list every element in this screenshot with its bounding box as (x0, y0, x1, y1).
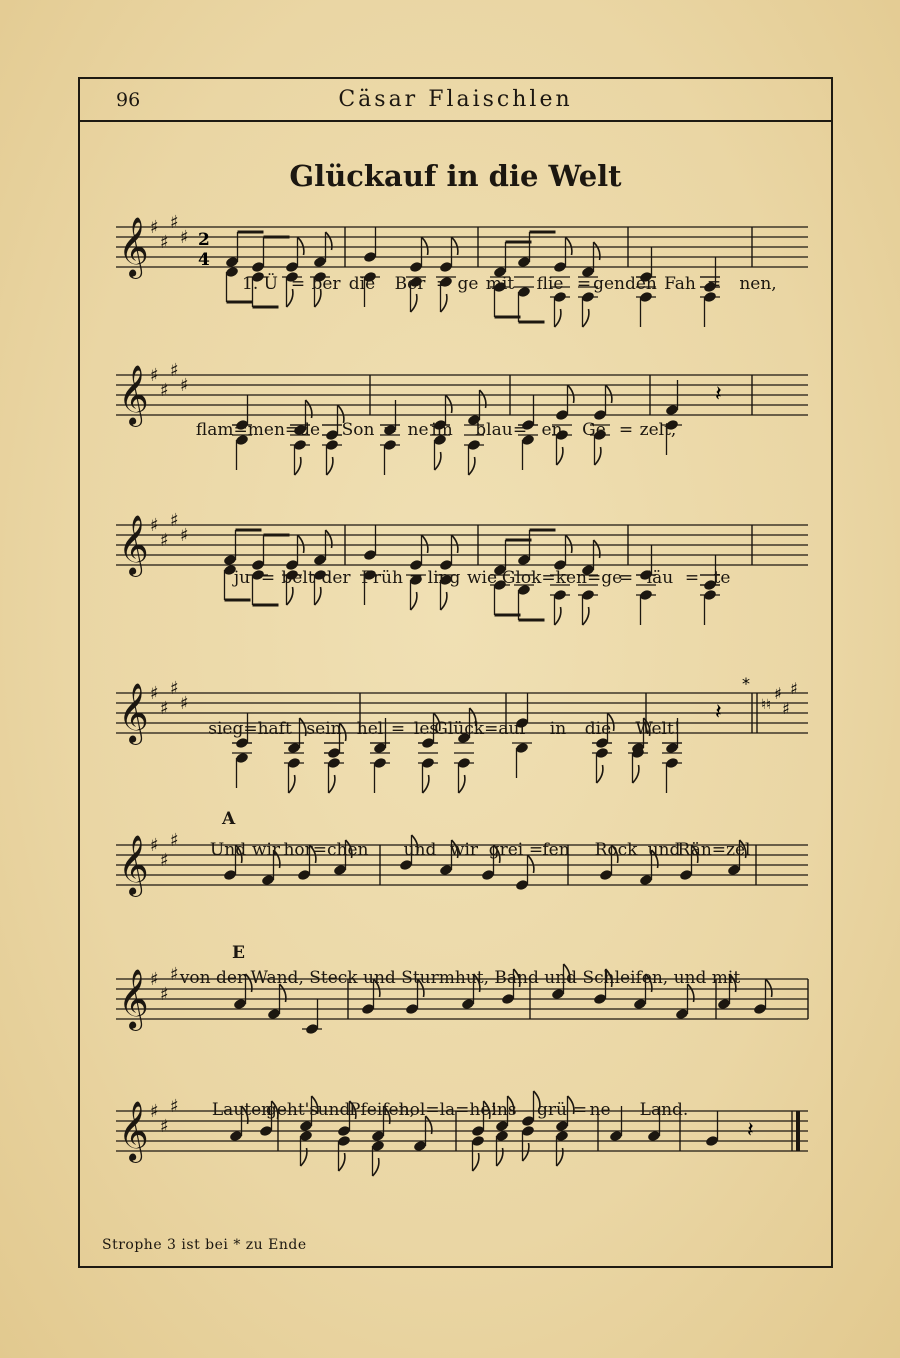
lyric-syllable: = (382, 420, 398, 440)
note-flag (411, 294, 417, 312)
note-flag (459, 775, 465, 793)
rehearsal-mark: A (222, 809, 236, 829)
note-flag (595, 447, 601, 465)
note-flag (287, 587, 293, 605)
sharp-icon: ♯ (180, 693, 189, 714)
sharp-icon: ♯ (170, 964, 179, 985)
page-number: 96 (116, 89, 141, 111)
rest-icon: 𝄽 (715, 700, 722, 725)
staff-group (116, 510, 808, 625)
note-flag (583, 607, 589, 625)
note-flag (315, 587, 321, 605)
lyric-syllable: ling (427, 568, 461, 588)
sharp-icon: ♯ (170, 678, 179, 699)
sharp-icon: ♯ (150, 969, 159, 990)
note-flag (435, 452, 441, 470)
note-flag (523, 1143, 529, 1161)
running-title: Cäsar Flaischlen (338, 87, 573, 112)
note-flag (473, 1153, 479, 1171)
lyric-syllable: wir (449, 840, 479, 860)
note-flag (298, 237, 304, 255)
sharp-icon: ♯ (150, 365, 159, 386)
lyric-syllable: Früh (361, 568, 403, 588)
lyric-syllable: = (618, 568, 634, 588)
lyric-syllable: = (260, 568, 276, 588)
footnote: Strophe 3 ist bei * zu Ende (102, 1237, 307, 1253)
note-flag (289, 775, 295, 793)
page-frame (78, 77, 833, 1268)
song-title: Glückauf in die Welt (289, 159, 622, 193)
lyric-syllable: Glück=auf (434, 719, 526, 739)
stanza-end-icon: * (742, 674, 750, 693)
lyric-syllable: = (618, 420, 634, 440)
sharp-icon: ♯ (160, 850, 169, 871)
sharp-icon: ♯ (160, 1116, 169, 1137)
sharp-icon: ♯ (790, 679, 798, 698)
note-flag (583, 309, 589, 327)
sharp-icon: ♯ (150, 683, 159, 704)
lyric-syllable: Lauten (211, 1100, 273, 1120)
lyric-syllable: sein (306, 719, 342, 739)
note-flag (555, 309, 561, 327)
lyric-syllable: ju (233, 568, 251, 588)
treble-clef-icon: 𝄞 (118, 683, 149, 743)
lyric-syllable: = (576, 274, 592, 294)
sharp-icon: ♯ (160, 984, 169, 1005)
note-flag (606, 385, 612, 403)
time-signature-top: 2 (198, 230, 210, 250)
lyric-syllable: = (435, 274, 451, 294)
lyric-syllable: von der Wand, Steck und Sturmhut, Band und Schleifen, und mit (179, 968, 741, 988)
lyric-syllable: die (348, 274, 376, 294)
staff-svg (80, 964, 835, 1109)
lyric-syllable: = (684, 568, 700, 588)
lyric-syllable: ber (311, 274, 341, 294)
note-flag (423, 775, 429, 793)
natural-icon: ♮♮ (761, 697, 772, 713)
note-flag (298, 535, 304, 553)
note-flag (329, 775, 335, 793)
sharp-icon: ♯ (170, 360, 179, 381)
lyric-syllable: Fah (664, 274, 696, 294)
lyric-syllable: = (290, 274, 306, 294)
sharp-icon: ♯ (170, 1096, 179, 1117)
lyric-syllable: fen (542, 840, 570, 860)
page-header (80, 79, 831, 122)
lyric-syllable: flam=men=de (195, 420, 321, 440)
note-flag (469, 457, 475, 475)
lyric-syllable: hol=la=he! (398, 1100, 498, 1120)
lyric-syllable: im (431, 420, 453, 440)
staff-svg (80, 360, 835, 505)
lyric-syllable: ge (457, 274, 479, 294)
lyric-syllable: = (408, 568, 424, 588)
lyric-syllable: = (528, 840, 544, 860)
treble-clef-icon: 𝄞 (118, 365, 149, 425)
lyric-syllable: Pfeifen, (349, 1100, 415, 1120)
lyric-syllable: Son (341, 420, 375, 440)
lyric-syllable: belt (281, 568, 315, 588)
lyric-syllable: Land. (639, 1100, 689, 1120)
lyric-syllable: Ber (394, 274, 426, 294)
lyric-syllable: und (647, 840, 681, 860)
sharp-icon: ♯ (150, 1101, 159, 1122)
rehearsal-mark: E (232, 943, 245, 963)
lyric-syllable: te (713, 568, 731, 588)
sharp-icon: ♯ (160, 380, 169, 401)
sharp-icon: ♯ (180, 375, 189, 396)
sharp-icon: ♯ (150, 217, 159, 238)
note-flag (633, 765, 639, 783)
lyric-syllable: nen, (739, 274, 777, 294)
note-flag (557, 447, 563, 465)
lyric-syllable: die (584, 719, 612, 739)
lyric-syllable: genden (593, 274, 657, 294)
rest-icon: 𝄽 (715, 382, 722, 407)
lyric-syllable: ne (407, 420, 429, 440)
lyric-syllable: grei (488, 840, 524, 860)
lyric-syllable: geht's (265, 1100, 319, 1120)
sharp-icon: ♯ (160, 698, 169, 719)
note-flag (327, 457, 333, 475)
lyric-syllable: blau (475, 420, 513, 440)
lyric-syllable: zelt, (639, 420, 677, 440)
note-flag (766, 979, 772, 997)
treble-clef-icon: 𝄞 (118, 1101, 149, 1161)
staff-svg (80, 674, 835, 823)
sharp-icon: ♯ (170, 510, 179, 531)
final-barline (796, 1111, 800, 1151)
sharp-icon: ♯ (150, 515, 159, 536)
note-flag (411, 592, 417, 610)
note-flag (422, 535, 428, 553)
note-flag (295, 457, 301, 475)
lyric-syllable: der (321, 568, 351, 588)
lyric-syllable: und (317, 1100, 351, 1120)
sharp-icon: ♯ (774, 684, 782, 703)
note-flag (566, 237, 572, 255)
note-flag (597, 765, 603, 783)
note-flag (441, 592, 447, 610)
sharp-icon: ♯ (170, 830, 179, 851)
lyric-syllable: = (390, 719, 406, 739)
treble-clef-icon: 𝄞 (118, 515, 149, 575)
rest-icon: 𝄽 (747, 1118, 754, 1143)
note-flag (568, 385, 574, 403)
lyric-syllable: Rän=zel (677, 840, 751, 860)
lyric-syllable: läu (646, 568, 674, 588)
lyric-syllable: ins (491, 1100, 517, 1120)
lyric-syllable: = (572, 1100, 588, 1120)
note-flag (422, 237, 428, 255)
lyric-syllable: = (706, 274, 722, 294)
lyric-syllable: wie (466, 568, 498, 588)
lyric-syllable: 1. Ü (242, 274, 278, 294)
note-flag (452, 535, 458, 553)
note-flag (555, 607, 561, 625)
note-flag (452, 237, 458, 255)
lyric-syllable: Ge (582, 420, 606, 440)
lyric-syllable: flie (536, 274, 564, 294)
lyric-syllable: Und (209, 840, 247, 860)
note-flag (373, 1158, 379, 1176)
note-flag (339, 1153, 345, 1171)
lyric-syllable: hor=chen (283, 840, 369, 860)
lyric-syllable: Rock (594, 840, 638, 860)
lyric-syllable: = (512, 420, 528, 440)
lyric-syllable: mit (485, 274, 515, 294)
sharp-icon: ♯ (782, 699, 790, 718)
lyric-syllable: les (413, 719, 439, 739)
lyric-syllable: wir (251, 840, 281, 860)
lyric-syllable: sieg=haft (208, 719, 292, 739)
note-flag (446, 395, 452, 413)
treble-clef-icon: 𝄞 (118, 969, 149, 1029)
lyric-syllable: und (403, 840, 437, 860)
sharp-icon: ♯ (170, 212, 179, 233)
treble-clef-icon: 𝄞 (118, 835, 149, 895)
sharp-icon: ♯ (180, 525, 189, 546)
note-flag (566, 535, 572, 553)
lyric-syllable: hel (356, 719, 384, 739)
sharp-icon: ♯ (160, 232, 169, 253)
lyric-syllable: ne (589, 1100, 611, 1120)
sharp-icon: ♯ (160, 530, 169, 551)
note-flag (441, 294, 447, 312)
lyric-syllable: en (541, 420, 563, 440)
lyric-syllable: Welt! (635, 719, 681, 739)
lyric-syllable: in (549, 719, 567, 739)
time-signature-bottom: 4 (198, 250, 210, 270)
staff-svg (80, 1096, 835, 1241)
sharp-icon: ♯ (150, 835, 159, 856)
lyric-syllable: grü (537, 1100, 567, 1120)
lyric-syllable: Glok=ken=ge (501, 568, 623, 588)
staff-group (116, 360, 808, 475)
staff-group (116, 212, 808, 327)
treble-clef-icon: 𝄞 (118, 217, 149, 277)
sharp-icon: ♯ (180, 227, 189, 248)
